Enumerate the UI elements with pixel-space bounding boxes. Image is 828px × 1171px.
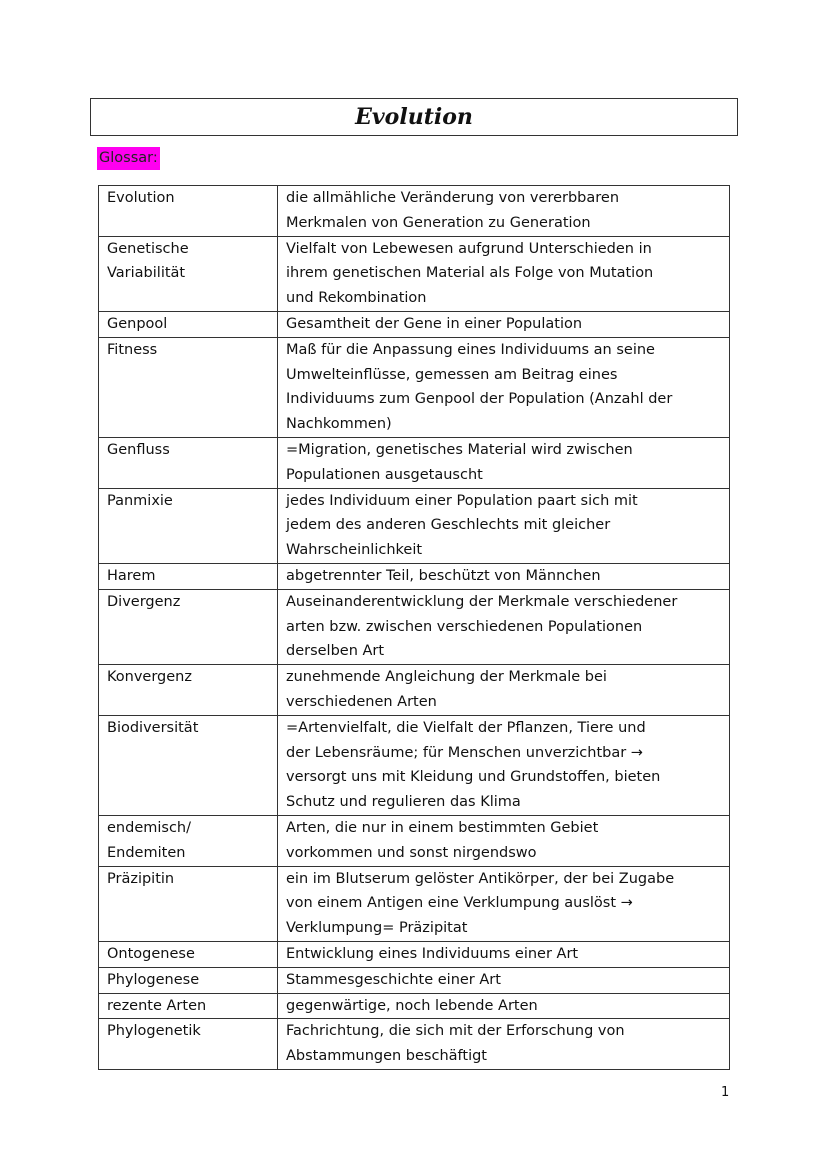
- glossary-term-cell: [99, 993, 278, 1019]
- table-row: [99, 236, 730, 311]
- glossary-definition-cell: [278, 993, 730, 1019]
- glossary-term-line: Phylogenetik: [107, 1023, 201, 1040]
- glossary-definition-line: Auseinanderentwicklung der Merkmale verschiedener: [286, 593, 678, 610]
- glossary-term-line: Genetische: [107, 240, 189, 257]
- glossary-definition-line: =Migration, genetisches Material wird zwischen: [286, 441, 633, 458]
- glossary-definition-line: Umwelteinflüsse, gemessen am Beitrag eines: [286, 366, 618, 383]
- glossary-definition-line: abgetrennter Teil, beschützt von Männchen: [286, 567, 601, 584]
- table-row: [99, 311, 730, 337]
- glossary-term-cell: [99, 186, 278, 237]
- table-row: [99, 665, 730, 716]
- table-row: [99, 488, 730, 563]
- glossary-definition-line: Fachrichtung, die sich mit der Erforschung von: [286, 1023, 625, 1040]
- glossary-definition-line: verschiedenen Arten: [286, 693, 437, 710]
- glossary-term-line: Harem: [107, 567, 156, 584]
- glossary-term-line: Biodiversität: [107, 719, 199, 736]
- glossary-term-line: Fitness: [107, 341, 158, 358]
- glossary-definition-line: vorkommen und sonst nirgendswo: [286, 844, 537, 861]
- table-row: [99, 437, 730, 488]
- glossary-definition-line: Merkmalen von Generation zu Generation: [286, 214, 591, 231]
- glossary-definition-cell: [278, 715, 730, 815]
- table-row: [99, 993, 730, 1019]
- table-row: [99, 866, 730, 941]
- glossary-definition-cell: [278, 563, 730, 589]
- glossary-definition-line: die allmähliche Veränderung von vererbbaren: [286, 190, 620, 206]
- page-title: Evolution: [355, 104, 473, 130]
- glossary-definition-line: Gesamtheit der Gene in einer Population: [286, 315, 583, 332]
- glossary-definition-line: der Lebensräume; für Menschen unverzichtbar →: [286, 744, 643, 761]
- table-row: [99, 563, 730, 589]
- glossary-definition-cell: [278, 186, 730, 237]
- glossary-term-cell: [99, 236, 278, 311]
- glossary-term-line: Präzipitin: [107, 870, 175, 887]
- glossary-term-cell: [99, 715, 278, 815]
- table-row: [99, 967, 730, 993]
- glossary-definition-line: Verklumpung= Präzipitat: [286, 920, 468, 937]
- glossary-definition-cell: [278, 311, 730, 337]
- glossary-definition-line: Arten, die nur in einem bestimmten Gebiet: [286, 819, 599, 836]
- title-box: [90, 98, 738, 136]
- glossary-definition-line: jedes Individuum einer Population paart sich mit: [286, 492, 638, 509]
- glossary-definition-line: und Rekombination: [286, 290, 427, 307]
- glossary-definition-cell: [278, 589, 730, 664]
- table-row: [99, 1019, 730, 1070]
- glossary-definition-cell: [278, 1019, 730, 1070]
- glossary-term-cell: [99, 941, 278, 967]
- page-number: 1: [721, 1085, 730, 1100]
- glossary-definition-cell: [278, 941, 730, 967]
- glossary-term-cell: [99, 311, 278, 337]
- glossary-term-cell: [99, 337, 278, 437]
- glossary-definition-line: Entwicklung eines Individuums einer Art: [286, 945, 579, 962]
- glossary-term-line: Evolution: [107, 190, 175, 206]
- glossary-definition-line: von einem Antigen eine Verklumpung auslöst →: [286, 895, 633, 912]
- glossary-term-line: rezente Arten: [107, 997, 207, 1014]
- glossary-definition-line: Vielfalt von Lebewesen aufgrund Unterschieden in: [286, 240, 652, 257]
- glossary-definition-cell: [278, 967, 730, 993]
- glossary-term-cell: [99, 563, 278, 589]
- glossary-definition-line: arten bzw. zwischen verschiedenen Populationen: [286, 618, 643, 635]
- glossary-term-cell: [99, 589, 278, 664]
- glossary-definition-line: Abstammungen beschäftigt: [286, 1048, 487, 1065]
- section-label-glossar: Glossar:: [97, 147, 160, 170]
- glossary-table: [98, 185, 730, 1070]
- glossary-definition-cell: [278, 815, 730, 866]
- glossary-definition-line: Wahrscheinlichkeit: [286, 542, 423, 559]
- glossary-term-line: Divergenz: [107, 593, 181, 610]
- glossary-definition-line: versorgt uns mit Kleidung und Grundstoffen, bieten: [286, 769, 661, 786]
- glossary-term-line: Ontogenese: [107, 945, 195, 962]
- table-row: [99, 589, 730, 664]
- glossary-definition-line: Populationen ausgetauscht: [286, 466, 483, 483]
- glossary-term-cell: [99, 488, 278, 563]
- table-row: [99, 186, 730, 237]
- glossary-term-cell: [99, 866, 278, 941]
- glossary-term-line: Genpool: [107, 315, 168, 332]
- glossary-term-cell: [99, 967, 278, 993]
- glossary-term-line: Variabilität: [107, 265, 186, 282]
- glossary-definition-line: ein im Blutserum gelöster Antikörper, der bei Zugabe: [286, 870, 675, 887]
- glossary-term-line: Genfluss: [107, 441, 170, 458]
- glossary-definition-line: Stammesgeschichte einer Art: [286, 971, 501, 988]
- glossary-definition-cell: [278, 236, 730, 311]
- glossary-term-line: Endemiten: [107, 844, 186, 861]
- table-row: [99, 815, 730, 866]
- glossary-term-line: Phylogenese: [107, 971, 200, 988]
- glossary-definition-cell: [278, 337, 730, 437]
- glossary-definition-line: Nachkommen): [286, 416, 392, 433]
- glossary-term-cell: [99, 815, 278, 866]
- glossary-term-cell: [99, 665, 278, 716]
- glossary-term-line: endemisch/: [107, 819, 191, 836]
- glossary-definition-line: =Artenvielfalt, die Vielfalt der Pflanzen, Tiere und: [286, 719, 646, 736]
- glossary-definition-line: zunehmende Angleichung der Merkmale bei: [286, 669, 607, 686]
- glossary-term-cell: [99, 1019, 278, 1070]
- glossary-definition-line: ihrem genetischen Material als Folge von Mutation: [286, 265, 654, 282]
- glossary-definition-line: Individuums zum Genpool der Population (Anzahl der: [286, 391, 673, 408]
- glossary-definition-cell: [278, 488, 730, 563]
- glossary-definition-line: jedem des anderen Geschlechts mit gleicher: [286, 517, 611, 534]
- glossary-term-line: Konvergenz: [107, 669, 192, 686]
- glossary-definition-line: Schutz und regulieren das Klima: [286, 794, 521, 811]
- glossary-definition-cell: [278, 665, 730, 716]
- glossary-definition-line: derselben Art: [286, 643, 385, 660]
- table-row: [99, 337, 730, 437]
- glossary-term-line: Panmixie: [107, 492, 173, 509]
- glossary-definition-cell: [278, 866, 730, 941]
- glossary-definition-cell: [278, 437, 730, 488]
- glossary-definition-line: Maß für die Anpassung eines Individuums an seine: [286, 341, 655, 358]
- table-row: [99, 715, 730, 815]
- glossary-term-cell: [99, 437, 278, 488]
- table-row: [99, 941, 730, 967]
- glossary-definition-line: gegenwärtige, noch lebende Arten: [286, 997, 538, 1014]
